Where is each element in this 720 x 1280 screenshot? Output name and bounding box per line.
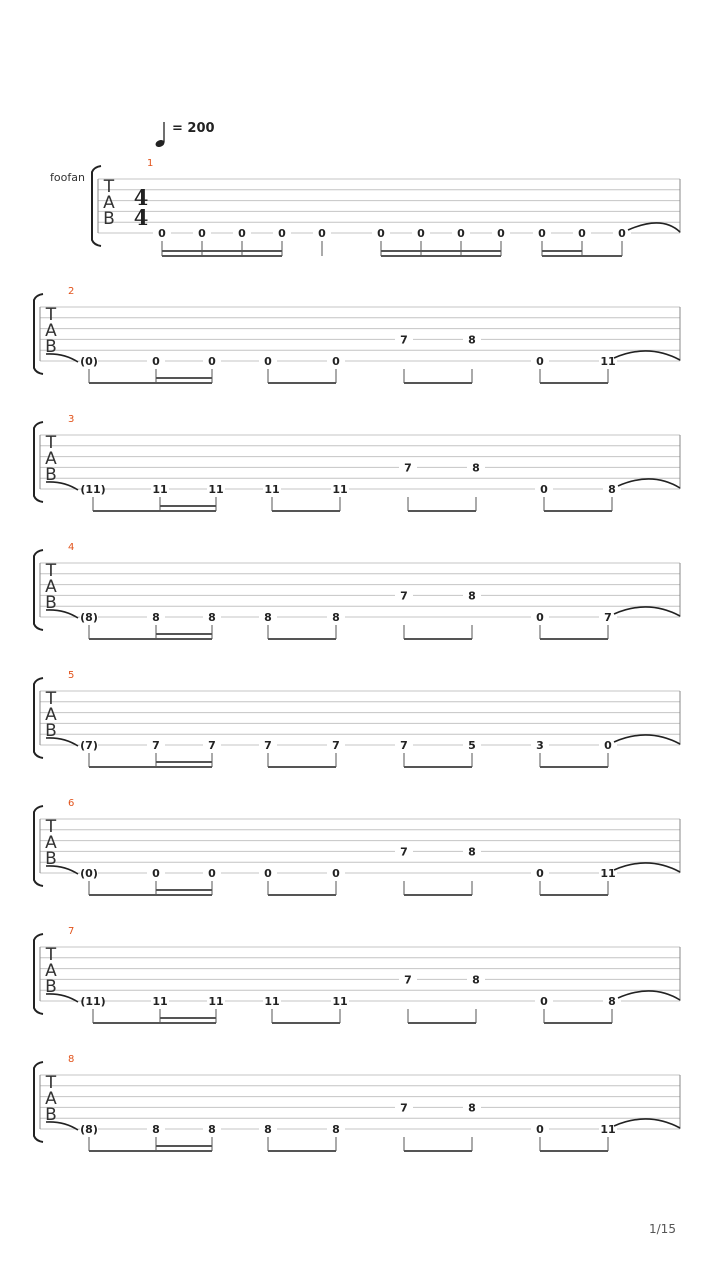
fret-number: 8 bbox=[468, 1101, 476, 1115]
fret-number: 8 bbox=[468, 589, 476, 603]
fret-number: 0 bbox=[457, 227, 465, 240]
fret-number: 11 bbox=[600, 867, 616, 880]
beam bbox=[408, 510, 476, 512]
fret-number: 8 bbox=[472, 973, 480, 987]
fret-number: 7 bbox=[604, 611, 612, 624]
beam bbox=[89, 766, 212, 768]
beam bbox=[404, 638, 472, 640]
bar-number: 1 bbox=[147, 158, 154, 169]
fret-number: 11 bbox=[600, 355, 616, 368]
fret-number: 8 bbox=[468, 845, 476, 859]
fret-number: 0 bbox=[536, 611, 544, 624]
beam bbox=[268, 894, 336, 896]
fret-number: 5 bbox=[468, 739, 476, 752]
fret-number: 8 bbox=[608, 995, 616, 1008]
bar-number: 6 bbox=[68, 798, 75, 809]
beam bbox=[156, 889, 212, 891]
fret-number: 7 bbox=[332, 739, 340, 752]
fret-number: (0) bbox=[80, 355, 98, 368]
fret-number: 7 bbox=[400, 589, 408, 603]
track-name: foofan bbox=[50, 171, 85, 184]
fret-number: 11 bbox=[152, 995, 168, 1008]
fret-number: 3 bbox=[536, 739, 544, 752]
time-signature-denominator: 4 bbox=[133, 205, 149, 230]
tab-clef-letter: A bbox=[45, 449, 57, 469]
beam bbox=[404, 766, 472, 768]
beam bbox=[540, 894, 608, 896]
tab-clef-letter: A bbox=[45, 577, 57, 597]
fret-number: 8 bbox=[208, 611, 216, 624]
fret-number: 8 bbox=[468, 333, 476, 347]
tab-clef-letter: B bbox=[45, 465, 57, 485]
system-bracket bbox=[34, 934, 43, 1014]
fret-number: 0 bbox=[332, 355, 340, 368]
fret-number: (7) bbox=[80, 739, 98, 752]
fret-number: 0 bbox=[198, 227, 206, 240]
fret-number: (8) bbox=[80, 1123, 98, 1136]
fret-number: 0 bbox=[497, 227, 505, 240]
fret-number: (11) bbox=[80, 995, 106, 1008]
beam bbox=[544, 510, 612, 512]
fret-number: (0) bbox=[80, 867, 98, 880]
fret-number: 8 bbox=[608, 483, 616, 496]
beam bbox=[89, 894, 212, 896]
fret-number: 0 bbox=[578, 227, 586, 240]
system-bracket bbox=[34, 294, 43, 374]
bar-number: 5 bbox=[68, 670, 75, 681]
fret-number: 0 bbox=[536, 1123, 544, 1136]
beam bbox=[89, 1150, 212, 1152]
tab-clef-letter: A bbox=[45, 321, 57, 341]
time-signature-numerator: 4 bbox=[133, 185, 149, 210]
fret-number: 7 bbox=[208, 739, 216, 752]
fret-number: 8 bbox=[152, 1123, 160, 1136]
beam bbox=[404, 1150, 472, 1152]
beam bbox=[268, 766, 336, 768]
tempo-marking: = 200 bbox=[172, 121, 215, 136]
beam bbox=[268, 382, 336, 384]
fret-number: 7 bbox=[152, 739, 160, 752]
fret-number: 8 bbox=[152, 611, 160, 624]
fret-number: 0 bbox=[318, 227, 326, 240]
bar-number: 4 bbox=[68, 542, 75, 553]
fret-number: 0 bbox=[264, 867, 272, 880]
fret-number: 0 bbox=[208, 355, 216, 368]
tab-clef-letter: T bbox=[45, 433, 57, 453]
beam bbox=[404, 894, 472, 896]
tie-curve bbox=[614, 1119, 680, 1128]
beam bbox=[156, 633, 212, 635]
beam bbox=[540, 1150, 608, 1152]
fret-number: 7 bbox=[400, 333, 408, 347]
beam bbox=[160, 1017, 216, 1019]
beam bbox=[89, 382, 212, 384]
tie-curve bbox=[628, 223, 680, 232]
beam bbox=[544, 1022, 612, 1024]
fret-number: 11 bbox=[264, 483, 280, 496]
tie-curve bbox=[614, 351, 680, 360]
tab-clef-letter: B bbox=[103, 209, 115, 229]
fret-number: 7 bbox=[400, 739, 408, 752]
bar-number: 8 bbox=[68, 1054, 75, 1065]
tab-clef-letter: T bbox=[45, 689, 57, 709]
beam bbox=[156, 1145, 212, 1147]
tab-clef-letter: T bbox=[45, 945, 57, 965]
fret-number: 0 bbox=[152, 867, 160, 880]
bar-number: 2 bbox=[68, 286, 75, 297]
fret-number: 11 bbox=[264, 995, 280, 1008]
tab-clef-letter: T bbox=[45, 817, 57, 837]
fret-number: 11 bbox=[600, 1123, 616, 1136]
beam bbox=[540, 382, 608, 384]
fret-number: 0 bbox=[152, 355, 160, 368]
beam bbox=[160, 505, 216, 507]
fret-number: 0 bbox=[540, 995, 548, 1008]
tab-clef-letter: B bbox=[45, 977, 57, 997]
system-bracket bbox=[34, 1062, 43, 1142]
tab-clef-letter: B bbox=[45, 1105, 57, 1125]
fret-number: 8 bbox=[208, 1123, 216, 1136]
tab-clef-letter: B bbox=[45, 593, 57, 613]
beam bbox=[89, 638, 212, 640]
tab-clef-letter: B bbox=[45, 721, 57, 741]
fret-number: 8 bbox=[332, 1123, 340, 1136]
fret-number: 0 bbox=[238, 227, 246, 240]
beam bbox=[268, 638, 336, 640]
tab-clef-letter: A bbox=[45, 833, 57, 853]
fret-number: 7 bbox=[404, 461, 412, 475]
tab-clef-letter: T bbox=[45, 561, 57, 581]
fret-number: 0 bbox=[538, 227, 546, 240]
fret-number: 0 bbox=[278, 227, 286, 240]
quarter-note-icon bbox=[154, 121, 168, 149]
beam bbox=[156, 377, 212, 379]
fret-number: 8 bbox=[264, 1123, 272, 1136]
beam bbox=[272, 510, 340, 512]
fret-number: 0 bbox=[536, 355, 544, 368]
fret-number: 0 bbox=[604, 739, 612, 752]
fret-number: 0 bbox=[536, 867, 544, 880]
fret-number: 0 bbox=[158, 227, 166, 240]
beam bbox=[93, 1022, 216, 1024]
tab-clef-letter: A bbox=[45, 1089, 57, 1109]
system-bracket bbox=[34, 550, 43, 630]
fret-number: 0 bbox=[618, 227, 626, 240]
tab-clef-letter: B bbox=[45, 337, 57, 357]
bar-number: 7 bbox=[68, 926, 75, 937]
fret-number: 8 bbox=[472, 461, 480, 475]
fret-number: 11 bbox=[152, 483, 168, 496]
tab-clef-letter: T bbox=[103, 177, 115, 197]
fret-number: 0 bbox=[540, 483, 548, 496]
system-bracket bbox=[92, 166, 101, 246]
tie-curve bbox=[614, 863, 680, 872]
fret-number: (11) bbox=[80, 483, 106, 496]
system-bracket bbox=[34, 806, 43, 886]
beam bbox=[540, 766, 608, 768]
tab-clef-letter: T bbox=[45, 1073, 57, 1093]
fret-number: 7 bbox=[400, 1101, 408, 1115]
page-number: 1/15 bbox=[649, 1222, 676, 1236]
fret-number: 7 bbox=[264, 739, 272, 752]
tab-clef-letter: A bbox=[45, 705, 57, 725]
fret-number: 0 bbox=[332, 867, 340, 880]
tie-curve bbox=[614, 735, 680, 744]
fret-number: 11 bbox=[208, 483, 224, 496]
beam bbox=[268, 1150, 336, 1152]
beam bbox=[93, 510, 216, 512]
fret-number: 0 bbox=[417, 227, 425, 240]
fret-number: 11 bbox=[208, 995, 224, 1008]
tie-curve bbox=[614, 607, 680, 616]
tie-curve bbox=[618, 479, 680, 488]
system-bracket bbox=[34, 422, 43, 502]
fret-number: 0 bbox=[264, 355, 272, 368]
beam bbox=[381, 255, 501, 257]
fret-number: (8) bbox=[80, 611, 98, 624]
fret-number: 7 bbox=[400, 845, 408, 859]
fret-number: 7 bbox=[404, 973, 412, 987]
beam bbox=[542, 255, 622, 257]
fret-number: 0 bbox=[208, 867, 216, 880]
beam bbox=[404, 382, 472, 384]
tab-clef-letter: B bbox=[45, 849, 57, 869]
beam bbox=[162, 250, 282, 252]
beam bbox=[156, 761, 212, 763]
beam bbox=[540, 638, 608, 640]
fret-number: 11 bbox=[332, 483, 348, 496]
beam bbox=[162, 255, 282, 257]
beam bbox=[272, 1022, 340, 1024]
tab-clef-letter: A bbox=[103, 193, 115, 213]
bar-number: 3 bbox=[68, 414, 75, 425]
beam bbox=[381, 250, 501, 252]
system-bracket bbox=[34, 678, 43, 758]
beam bbox=[542, 250, 582, 252]
fret-number: 8 bbox=[332, 611, 340, 624]
beam bbox=[408, 1022, 476, 1024]
fret-number: 8 bbox=[264, 611, 272, 624]
fret-number: 0 bbox=[377, 227, 385, 240]
fret-number: 11 bbox=[332, 995, 348, 1008]
tab-clef-letter: T bbox=[45, 305, 57, 325]
tab-clef-letter: A bbox=[45, 961, 57, 981]
tie-curve bbox=[618, 991, 680, 1000]
